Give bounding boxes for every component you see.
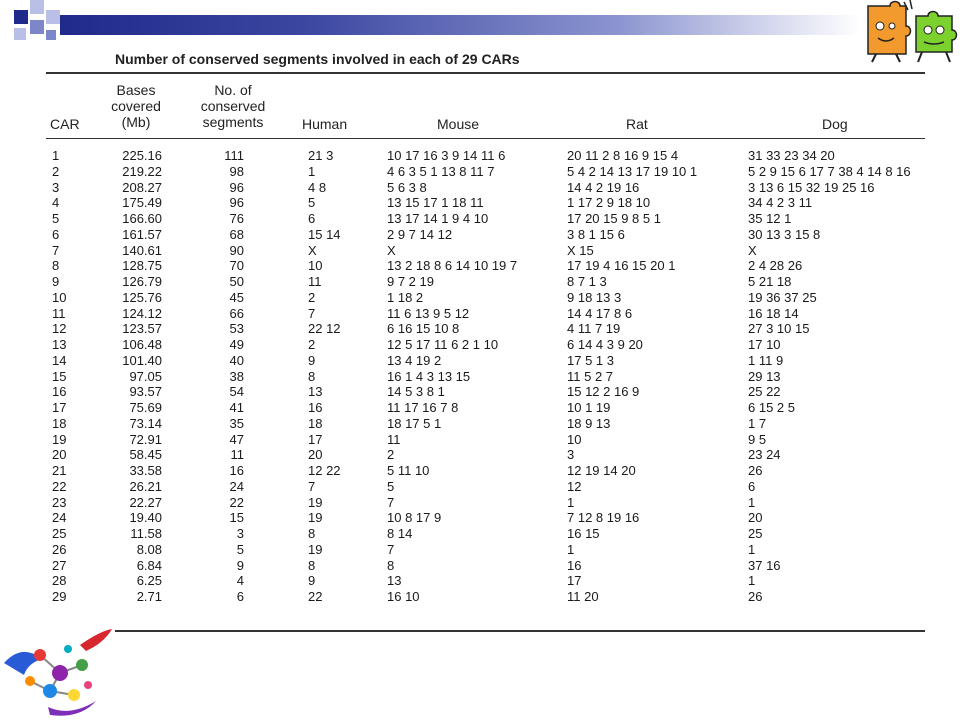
- row-rat-cell: 10: [567, 431, 582, 447]
- table-row: [0, 369, 960, 385]
- row-mouse-cell: 13 2 18 8 6 14 10 19 7: [387, 258, 518, 274]
- row-dog-cell: 1 11 9: [748, 352, 784, 368]
- row-dog-cell: 1: [748, 494, 756, 510]
- row-car-cell: 17: [52, 400, 67, 415]
- row-human-cell: 16: [308, 400, 323, 415]
- row-segments-cell: 111: [224, 148, 244, 163]
- row-rat-cell: 12: [567, 478, 582, 494]
- row-segments-cell: 50: [229, 274, 244, 289]
- header-square-mid-2: [46, 30, 56, 40]
- table-bottom-rule: [115, 630, 925, 632]
- table-row: [0, 306, 960, 322]
- header-car: CAR: [50, 116, 80, 132]
- row-segments-cell: 45: [229, 289, 244, 305]
- row-mouse-cell: 4 6 3 5 1 13 8 11 7: [387, 163, 495, 179]
- row-dog-cell: 19 36 37 25: [748, 289, 817, 305]
- row-dog-cell: 26: [748, 589, 763, 604]
- row-dog-cell: 1: [748, 541, 756, 557]
- row-mouse-cell: 10 8 17 9: [387, 510, 442, 526]
- row-dog-cell: X: [748, 242, 757, 258]
- row-bases-cell: 161.57: [122, 226, 162, 242]
- header-square-navy-1: [14, 10, 28, 24]
- table-row: [0, 558, 960, 574]
- row-bases-cell: 166.60: [122, 211, 162, 226]
- row-human-cell: 22 12: [308, 321, 341, 337]
- row-bases-cell: 128.75: [122, 258, 162, 274]
- row-mouse-cell: 9 7 2 19: [387, 274, 434, 289]
- row-rat-cell: X 15: [567, 242, 594, 258]
- header-square-mid-1: [30, 20, 44, 34]
- row-car-cell: 8: [52, 258, 60, 274]
- header-rat: Rat: [626, 116, 648, 132]
- row-segments-cell: 6: [236, 589, 244, 604]
- row-mouse-cell: 7: [387, 494, 395, 510]
- row-car-cell: 1: [52, 148, 60, 163]
- row-car-cell: 14: [52, 352, 67, 368]
- row-mouse-cell: 14 5 3 8 1: [387, 384, 445, 400]
- row-mouse-cell: 11 6 13 9 5 12: [387, 305, 470, 321]
- row-segments-cell: 98: [229, 163, 244, 179]
- row-human-cell: 2: [308, 337, 316, 352]
- table-row: [0, 542, 960, 558]
- row-dog-cell: 31 33 23 34 20: [748, 148, 835, 163]
- row-dog-cell: 30 13 3 15 8: [748, 226, 821, 242]
- row-human-cell: 18: [308, 415, 323, 431]
- row-segments-cell: 47: [229, 431, 244, 447]
- table-row: [0, 384, 960, 400]
- row-car-cell: 24: [52, 510, 67, 526]
- table-row: [0, 589, 960, 605]
- table-row: [0, 400, 960, 416]
- row-segments-cell: 9: [236, 557, 244, 573]
- table-row: [0, 353, 960, 369]
- row-human-cell: 6: [308, 211, 316, 226]
- row-bases-cell: 101.40: [122, 352, 162, 368]
- header-bases-line-2: covered: [111, 98, 161, 114]
- row-mouse-cell: 10 17 16 3 9 14 11 6: [387, 148, 506, 163]
- table-row: [0, 164, 960, 180]
- row-human-cell: 7: [308, 478, 316, 494]
- row-bases-cell: 6.84: [136, 557, 162, 573]
- row-mouse-cell: 13 4 19 2: [387, 352, 442, 368]
- row-rat-cell: 18 9 13: [567, 415, 611, 431]
- row-human-cell: 15 14: [308, 226, 341, 242]
- header-segments-line-2: conserved: [200, 98, 266, 114]
- header-square-lavender-1: [30, 0, 44, 14]
- row-human-cell: 22: [308, 589, 323, 604]
- row-rat-cell: 1: [567, 494, 575, 510]
- molecule-logo-icon: [0, 625, 118, 720]
- row-rat-cell: 12 19 14 20: [567, 463, 636, 478]
- row-dog-cell: 23 24: [748, 447, 781, 463]
- row-car-cell: 4: [52, 195, 60, 211]
- row-segments-cell: 49: [229, 337, 244, 352]
- row-human-cell: 1: [308, 163, 316, 179]
- row-dog-cell: 5 2 9 15 6 17 7 38 4 14 8 16: [748, 163, 911, 179]
- row-dog-cell: 2 4 28 26: [748, 258, 803, 274]
- table-row: [0, 573, 960, 589]
- row-rat-cell: 11 20: [567, 589, 599, 604]
- table-row: [0, 495, 960, 511]
- row-segments-cell: 22: [229, 494, 244, 510]
- row-dog-cell: 16 18 14: [748, 305, 799, 321]
- row-mouse-cell: 13 15 17 1 18 11: [387, 195, 484, 211]
- row-rat-cell: 9 18 13 3: [567, 289, 622, 305]
- row-rat-cell: 17: [567, 573, 582, 589]
- row-car-cell: 2: [52, 163, 60, 179]
- row-mouse-cell: 2 9 7 14 12: [387, 226, 453, 242]
- row-car-cell: 22: [52, 478, 67, 494]
- row-segments-cell: 54: [229, 384, 244, 400]
- row-mouse-cell: 5: [387, 478, 395, 494]
- row-segments-cell: 90: [229, 242, 244, 258]
- row-mouse-cell: 18 17 5 1: [387, 415, 442, 431]
- row-bases-cell: 26.21: [129, 478, 162, 494]
- row-segments-cell: 15: [229, 510, 244, 526]
- row-dog-cell: 6: [748, 478, 756, 494]
- table-title: Number of conserved segments involved in each of 29 CARs: [115, 51, 520, 67]
- header-bases-line-1: Bases: [116, 82, 156, 98]
- row-human-cell: 8: [308, 368, 316, 384]
- row-bases-cell: 33.58: [129, 463, 162, 478]
- row-car-cell: 23: [52, 494, 67, 510]
- row-dog-cell: 20: [748, 510, 763, 526]
- row-bases-cell: 11.58: [130, 526, 162, 541]
- table-row: [0, 290, 960, 306]
- row-mouse-cell: 5 6 3 8: [387, 179, 427, 195]
- row-human-cell: X: [308, 242, 317, 258]
- row-segments-cell: 70: [229, 258, 244, 274]
- row-mouse-cell: 1 18 2: [387, 289, 424, 305]
- row-human-cell: 8: [308, 526, 316, 541]
- row-car-cell: 29: [52, 589, 67, 604]
- row-rat-cell: 20 11 2 8 16 9 15 4: [567, 148, 679, 163]
- row-segments-cell: 76: [229, 211, 244, 226]
- table-row: [0, 447, 960, 463]
- table-row: [0, 321, 960, 337]
- header-human: Human: [302, 116, 348, 132]
- table-header-rule: [46, 138, 925, 139]
- row-car-cell: 15: [52, 368, 67, 384]
- row-segments-cell: 40: [229, 352, 244, 368]
- row-car-cell: 26: [52, 541, 67, 557]
- row-bases-cell: 6.25: [136, 573, 162, 589]
- row-segments-cell: 24: [229, 478, 244, 494]
- row-mouse-cell: 12 5 17 11 6 2 1 10: [387, 337, 499, 352]
- table-row: [0, 243, 960, 259]
- row-human-cell: 17: [308, 431, 323, 447]
- row-car-cell: 20: [52, 447, 67, 463]
- row-bases-cell: 125.76: [122, 289, 162, 305]
- row-car-cell: 27: [52, 557, 67, 573]
- table-row: [0, 211, 960, 227]
- row-dog-cell: 1 7: [748, 415, 767, 431]
- header-gradient-bar: [60, 15, 860, 35]
- row-car-cell: 3: [52, 179, 60, 195]
- row-car-cell: 21: [52, 463, 67, 478]
- row-human-cell: 19: [308, 494, 323, 510]
- header-dog: Dog: [822, 116, 848, 132]
- row-car-cell: 16: [52, 384, 67, 400]
- row-car-cell: 12: [52, 321, 67, 337]
- row-bases-cell: 22.27: [129, 494, 162, 510]
- table-row: [0, 463, 960, 479]
- row-bases-cell: 8.08: [136, 541, 162, 557]
- row-rat-cell: 17 5 1 3: [567, 352, 614, 368]
- row-human-cell: 9: [308, 352, 316, 368]
- header-bases-line-3: (Mb): [121, 114, 151, 130]
- row-bases-cell: 219.22: [122, 163, 162, 179]
- row-segments-cell: 66: [229, 305, 244, 321]
- row-dog-cell: 25: [748, 526, 763, 541]
- row-bases-cell: 75.69: [129, 400, 162, 415]
- row-bases-cell: 225.16: [122, 148, 162, 163]
- row-bases-cell: 58.45: [129, 447, 162, 463]
- row-bases-cell: 208.27: [122, 179, 162, 195]
- row-dog-cell: 5 21 18: [748, 274, 792, 289]
- row-mouse-cell: 2: [387, 447, 395, 463]
- row-mouse-cell: 5 11 10: [387, 463, 430, 478]
- row-human-cell: 21 3: [308, 148, 334, 163]
- row-rat-cell: 16 15: [567, 526, 600, 541]
- row-mouse-cell: 8: [387, 557, 395, 573]
- row-rat-cell: 14 4 17 8 6: [567, 305, 633, 321]
- row-mouse-cell: 16 10: [387, 589, 420, 604]
- row-mouse-cell: 13: [387, 573, 402, 589]
- header-square-lavender-3: [14, 28, 26, 40]
- header-bases: [105, 82, 167, 130]
- header-segments: [195, 82, 271, 130]
- row-dog-cell: 29 13: [748, 368, 781, 384]
- table-row: [0, 510, 960, 526]
- row-mouse-cell: 11: [387, 431, 401, 447]
- row-mouse-cell: 13 17 14 1 9 4 10: [387, 211, 489, 226]
- row-car-cell: 5: [52, 211, 60, 226]
- row-mouse-cell: 7: [387, 541, 395, 557]
- row-rat-cell: 8 7 1 3: [567, 274, 607, 289]
- row-bases-cell: 106.48: [122, 337, 162, 352]
- row-segments-cell: 38: [229, 368, 244, 384]
- header-square-lavender-2: [46, 10, 60, 24]
- row-dog-cell: 27 3 10 15: [748, 321, 810, 337]
- row-segments-cell: 5: [236, 541, 244, 557]
- row-human-cell: 8: [308, 557, 316, 573]
- row-segments-cell: 3: [236, 526, 244, 541]
- row-car-cell: 25: [52, 526, 67, 541]
- row-human-cell: 2: [308, 289, 316, 305]
- row-mouse-cell: 11 17 16 7 8: [387, 400, 459, 415]
- row-dog-cell: 6 15 2 5: [748, 400, 795, 415]
- row-rat-cell: 14 4 2 19 16: [567, 179, 640, 195]
- row-segments-cell: 53: [229, 321, 244, 337]
- row-rat-cell: 3: [567, 447, 575, 463]
- row-segments-cell: 11: [230, 447, 244, 463]
- row-human-cell: 20: [308, 447, 323, 463]
- table-row: [0, 416, 960, 432]
- row-bases-cell: 93.57: [129, 384, 162, 400]
- row-rat-cell: 3 8 1 15 6: [567, 226, 625, 242]
- row-dog-cell: 3 13 6 15 32 19 25 16: [748, 179, 875, 195]
- row-human-cell: 13: [308, 384, 323, 400]
- row-rat-cell: 7 12 8 19 16: [567, 510, 640, 526]
- row-human-cell: 12 22: [308, 463, 341, 478]
- row-rat-cell: 17 19 4 16 15 20 1: [567, 258, 676, 274]
- row-rat-cell: 6 14 4 3 9 20: [567, 337, 643, 352]
- row-bases-cell: 124.12: [122, 305, 162, 321]
- row-dog-cell: 34 4 2 3 11: [748, 195, 813, 211]
- row-segments-cell: 4: [236, 573, 244, 589]
- header-segments-line-1: No. of: [214, 82, 252, 98]
- row-segments-cell: 68: [229, 226, 244, 242]
- table-row: [0, 227, 960, 243]
- table-row: [0, 274, 960, 290]
- row-segments-cell: 41: [229, 400, 244, 415]
- row-mouse-cell: 6 16 15 10 8: [387, 321, 460, 337]
- row-mouse-cell: 8 14: [387, 526, 413, 541]
- row-rat-cell: 10 1 19: [567, 400, 611, 415]
- row-human-cell: 19: [308, 541, 323, 557]
- row-rat-cell: 17 20 15 9 8 5 1: [567, 211, 661, 226]
- row-bases-cell: 140.61: [122, 242, 162, 258]
- row-car-cell: 10: [52, 289, 67, 305]
- row-bases-cell: 97.05: [129, 368, 162, 384]
- row-human-cell: 11: [308, 274, 322, 289]
- row-dog-cell: 17 10: [748, 337, 781, 352]
- row-car-cell: 19: [52, 431, 67, 447]
- row-human-cell: 10: [308, 258, 323, 274]
- row-bases-cell: 2.71: [136, 589, 162, 604]
- row-rat-cell: 1 17 2 9 18 10: [567, 195, 651, 211]
- row-segments-cell: 35: [229, 415, 244, 431]
- row-car-cell: 11: [52, 305, 66, 321]
- table-body: [0, 148, 960, 605]
- table-row: [0, 479, 960, 495]
- table-row: [0, 180, 960, 196]
- header-segments-line-3: segments: [202, 114, 264, 130]
- row-bases-cell: 72.91: [129, 431, 162, 447]
- row-bases-cell: 175.49: [122, 195, 162, 211]
- table-top-rule: [46, 72, 925, 74]
- row-dog-cell: 37 16: [748, 557, 781, 573]
- row-car-cell: 18: [52, 415, 67, 431]
- row-human-cell: 9: [308, 573, 316, 589]
- table-row: [0, 337, 960, 353]
- row-human-cell: 5: [308, 195, 316, 211]
- row-segments-cell: 16: [229, 463, 244, 478]
- row-car-cell: 13: [52, 337, 67, 352]
- header-mouse: Mouse: [437, 116, 480, 132]
- row-rat-cell: 4 11 7 19: [567, 321, 621, 337]
- row-dog-cell: 9 5: [748, 431, 767, 447]
- row-dog-cell: 25 22: [748, 384, 781, 400]
- row-human-cell: 4 8: [308, 179, 327, 195]
- row-car-cell: 7: [52, 242, 60, 258]
- row-rat-cell: 1: [567, 541, 575, 557]
- row-rat-cell: 5 4 2 14 13 17 19 10 1: [567, 163, 698, 179]
- row-dog-cell: 26: [748, 463, 763, 478]
- table-row: [0, 148, 960, 164]
- row-dog-cell: 35 12 1: [748, 211, 792, 226]
- row-mouse-cell: 16 1 4 3 13 15: [387, 368, 471, 384]
- row-human-cell: 7: [308, 305, 316, 321]
- table-row: [0, 258, 960, 274]
- row-segments-cell: 96: [229, 179, 244, 195]
- table-row: [0, 526, 960, 542]
- table-row: [0, 195, 960, 211]
- row-car-cell: 9: [52, 274, 60, 289]
- row-rat-cell: 11 5 2 7: [567, 368, 614, 384]
- row-rat-cell: 16: [567, 557, 582, 573]
- row-mouse-cell: X: [387, 242, 396, 258]
- row-rat-cell: 15 12 2 16 9: [567, 384, 640, 400]
- row-bases-cell: 123.57: [122, 321, 162, 337]
- row-dog-cell: 1: [748, 573, 756, 589]
- puzzle-pieces-icon: [858, 0, 960, 66]
- row-segments-cell: 96: [229, 195, 244, 211]
- row-human-cell: 19: [308, 510, 323, 526]
- row-bases-cell: 73.14: [129, 415, 162, 431]
- row-bases-cell: 19.40: [129, 510, 162, 526]
- table-row: [0, 432, 960, 448]
- row-car-cell: 28: [52, 573, 67, 589]
- row-car-cell: 6: [52, 226, 60, 242]
- row-bases-cell: 126.79: [122, 274, 162, 289]
